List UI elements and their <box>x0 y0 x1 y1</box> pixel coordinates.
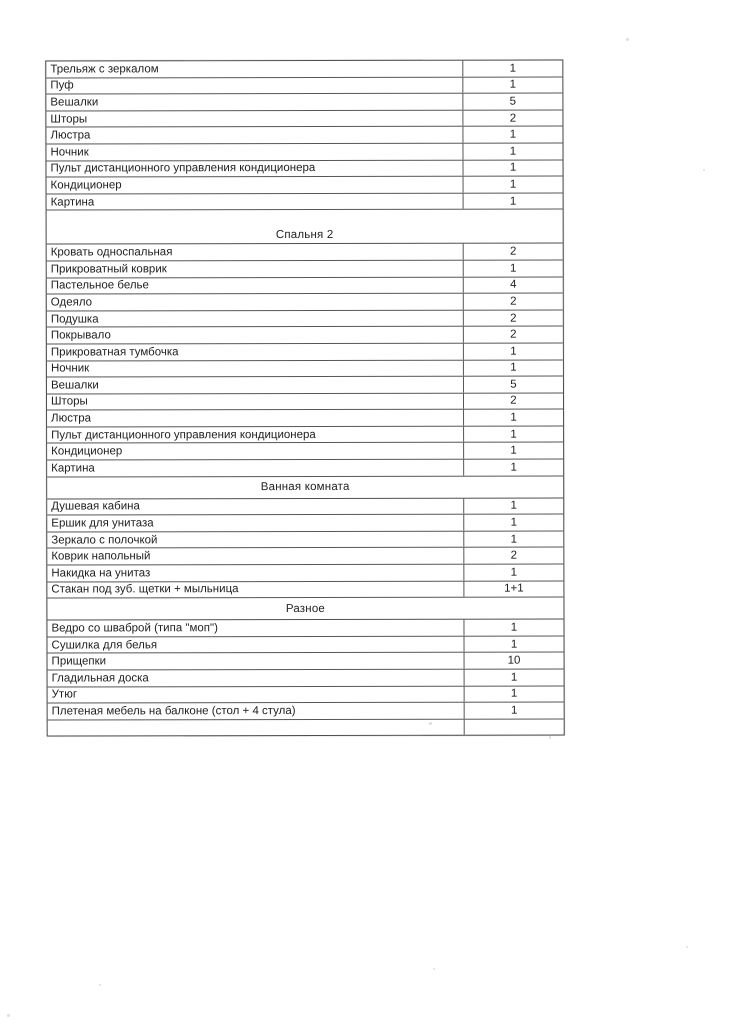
inventory-table <box>45 59 564 736</box>
table-row <box>47 515 563 533</box>
section-header: Спальня 2 <box>47 210 563 245</box>
table-row <box>48 719 564 736</box>
item-cell: Прикроватная тумбочка <box>47 344 464 360</box>
table-row <box>47 426 563 444</box>
quantity-cell: 1 <box>510 704 518 717</box>
quantity-cell: 1 <box>510 461 517 474</box>
quantity-cell: 1 <box>510 345 517 358</box>
quantity-cell: 2 <box>510 328 517 341</box>
quantity-cell: 1 <box>509 161 517 174</box>
item-cell: Кондиционер <box>47 177 464 193</box>
quantity-cell: 1 <box>510 533 518 546</box>
table-row <box>48 669 564 687</box>
quantity-cell: 10 <box>507 654 521 667</box>
quantity-cell: 2 <box>509 112 517 125</box>
item-cell: Шторы <box>47 393 464 409</box>
item-cell: Одеяло <box>47 294 464 310</box>
item-cell: Ночник <box>46 144 463 160</box>
quantity-cell: 1 <box>510 428 517 441</box>
scan-artifact <box>549 736 551 739</box>
table-section <box>47 210 564 477</box>
item-cell <box>48 719 465 735</box>
table-row <box>47 498 563 516</box>
table-row <box>48 686 564 704</box>
item-cell: Шторы <box>46 110 463 126</box>
quantity-cell: 1 <box>510 361 517 374</box>
table-row <box>46 77 562 95</box>
table-row <box>47 581 563 599</box>
table-row <box>47 310 563 328</box>
table-row <box>47 564 563 582</box>
quantity-cell: 2 <box>510 549 518 562</box>
item-cell: Плетеная мебель на балконе (стол + 4 стула) <box>48 703 465 719</box>
quantity-cell: 1 <box>509 62 517 75</box>
item-cell: Подушка <box>47 310 464 326</box>
table-row <box>47 548 563 566</box>
item-cell: Прищепки <box>48 653 465 669</box>
item-cell: Коврик напольный <box>47 548 464 564</box>
table-row <box>48 653 564 671</box>
quantity-cell: 1 <box>509 178 517 191</box>
table-row <box>47 327 563 345</box>
table-row <box>47 460 563 478</box>
table-row <box>47 410 563 428</box>
table-row <box>48 703 564 721</box>
scan-artifact <box>433 968 435 970</box>
quantity-cell: 2 <box>510 295 517 308</box>
item-cell: Кровать односпальная <box>47 244 464 260</box>
table-row <box>47 360 563 378</box>
quantity-cell: 5 <box>509 95 517 108</box>
table-row <box>47 277 563 295</box>
quantity-cell: 2 <box>509 245 517 258</box>
scan-artifact <box>99 984 101 986</box>
scan-artifact <box>686 946 688 948</box>
quantity-cell: 5 <box>510 378 517 391</box>
item-cell: Люстра <box>47 410 464 426</box>
table-row <box>48 636 564 654</box>
table-row <box>47 531 563 549</box>
table-row <box>47 393 563 411</box>
scan-artifact <box>703 169 705 171</box>
quantity-cell: 1+1 <box>504 582 524 596</box>
quantity-cell: 1 <box>510 566 518 579</box>
item-cell: Люстра <box>46 127 463 143</box>
item-cell: Картина <box>47 193 464 209</box>
quantity-cell: 1 <box>510 500 517 513</box>
quantity-cell: 4 <box>510 278 517 291</box>
section-header: Ванная комната <box>47 476 563 499</box>
table-row <box>47 620 563 638</box>
quantity-cell: 1 <box>510 262 517 275</box>
item-cell: Ночник <box>47 360 464 376</box>
quantity-cell: 1 <box>510 444 517 457</box>
quantity-cell: 1 <box>509 195 517 208</box>
item-cell: Душевая кабина <box>47 498 464 514</box>
quantity-cell: 2 <box>510 312 517 325</box>
item-cell: Картина <box>47 460 464 476</box>
item-cell: Трельяж с зеркалом <box>46 61 463 77</box>
table-row <box>47 377 563 395</box>
item-cell: Ершик для унитаза <box>47 515 464 531</box>
item-cell: Пульт дистанционного управления кондиционера <box>47 160 464 176</box>
table-row <box>46 60 562 78</box>
item-cell: Зеркало с полочкой <box>47 532 464 548</box>
item-cell: Утюг <box>48 686 465 702</box>
table-row <box>46 127 562 145</box>
table-row <box>47 443 563 461</box>
quantity-cell: 1 <box>510 687 518 700</box>
item-cell: Пуф <box>46 77 463 93</box>
item-cell: Пульт дистанционного управления кондиционера <box>47 427 464 443</box>
item-cell: Пастельное белье <box>47 277 464 293</box>
item-cell: Сушилка для белья <box>48 636 465 652</box>
scan-artifact <box>7 1014 10 1017</box>
table-row <box>46 110 562 128</box>
table-row <box>47 177 563 195</box>
item-cell: Накидка на унитаз <box>47 565 464 581</box>
item-cell: Прикроватный коврик <box>47 261 464 277</box>
scan-artifact <box>429 722 432 725</box>
table-row <box>46 94 562 112</box>
table-row <box>47 343 563 361</box>
quantity-cell: 1 <box>510 638 518 651</box>
table-row <box>46 143 562 161</box>
table-row <box>47 294 563 312</box>
item-cell: Покрывало <box>47 327 464 343</box>
table-row <box>47 260 563 278</box>
quantity-cell: 1 <box>509 128 517 141</box>
quantity-cell: 1 <box>509 78 517 91</box>
section-header: Разное <box>47 598 563 621</box>
table-section <box>46 60 562 210</box>
item-cell: Кондиционер <box>47 443 464 459</box>
quantity-cell: 1 <box>510 516 517 529</box>
item-cell: Гладильная доска <box>48 670 465 686</box>
item-cell: Ведро со шваброй (типа "моп") <box>47 620 464 636</box>
quantity-cell: 1 <box>510 671 518 684</box>
table-row <box>47 193 563 211</box>
item-cell: Стакан под зуб. щетки + мыльница <box>47 581 464 597</box>
scan-artifact <box>626 38 629 41</box>
quantity-cell: 1 <box>509 145 517 158</box>
table-row <box>47 244 563 262</box>
quantity-cell: 1 <box>510 411 517 424</box>
item-cell: Вешалки <box>46 94 463 110</box>
item-cell: Вешалки <box>47 377 464 393</box>
table-row <box>47 160 563 178</box>
quantity-cell: 1 <box>510 621 518 634</box>
table-section <box>47 476 563 599</box>
quantity-cell: 2 <box>510 395 517 408</box>
table-section <box>47 598 563 736</box>
